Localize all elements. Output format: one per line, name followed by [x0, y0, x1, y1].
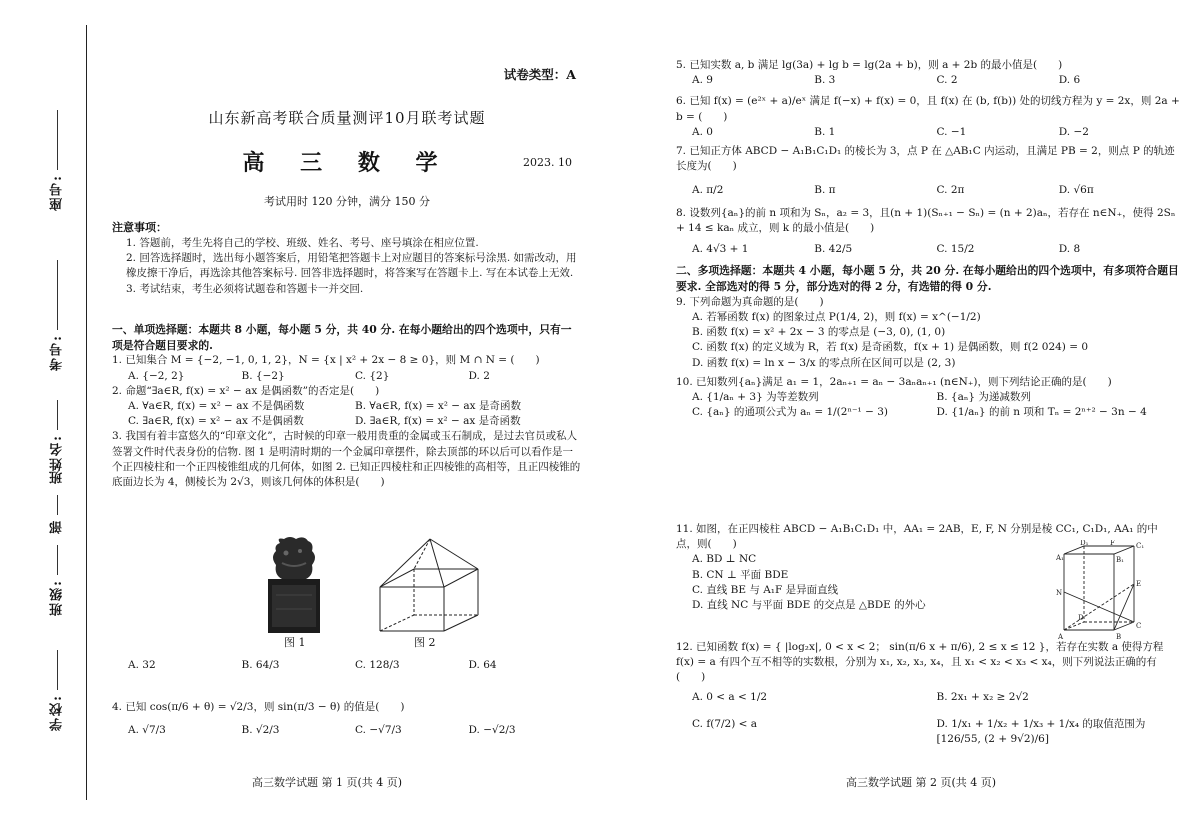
option: C. ∃a∈R, f(x) = x² − ax 不是偶函数 — [128, 415, 304, 428]
question-3: 3. 我国有着丰富悠久的“印章文化”，古时候的印章一般用贵重的金属或玉石制成，是过去官员或私人签署文件时代表身份的信物. 图 1 是明清时期的一个金属印章摆件，除去顶部的环以后可以看作是一个正四棱柱和一个正四棱锥组成的几何体，如图 2. 已知正四棱柱和正四棱锥的高相等，且正四棱锥的底面边长为 4，侧棱长为 2√3，则该几何体的体积是( ) — [112, 430, 581, 489]
figure-2-caption: 图 2 — [414, 636, 436, 649]
svg-text:A: A — [1058, 633, 1064, 640]
class-char-field — [48, 465, 67, 484]
subject-title: 高 三 数 学 — [242, 150, 452, 176]
note-item: 1. 答题前，考生先将自己的学校、班级、姓名、考号、座号填涂在相应位置. — [126, 236, 479, 249]
svg-text:A₁: A₁ — [1056, 554, 1064, 562]
option: B. √2/3 — [241, 724, 280, 737]
section-1 — [112, 322, 582, 490]
question-10: 10. 已知数列{aₙ}满足 a₁ = 1，2aₙ₊₁ = aₙ − 3aₙaₙ₊₁ (n∈N₊)，则下列结论正确的是( ) — [676, 375, 1112, 388]
option: A. {1/aₙ + 3} 为等差数列 — [692, 391, 819, 403]
option: B. 函数 f(x) = x² + 2x − 3 的零点是 (−3, 0), (1, 0) — [692, 326, 946, 339]
option: A. 9 — [692, 74, 713, 87]
question-6-options — [676, 125, 1181, 140]
figure-1-caption: 图 1 — [284, 636, 306, 649]
question-5-options — [676, 73, 1181, 88]
option: A. 32 — [128, 659, 156, 671]
option: C. 128/3 — [355, 659, 400, 671]
option: A. 若幂函数 f(x) 的图象过点 P(1/4, 2)，则 f(x) = x^(−1/2) — [692, 310, 981, 323]
question-10-options — [676, 390, 1181, 420]
option: B. 3 — [814, 74, 836, 87]
name-field — [48, 400, 67, 471]
question-3-figures — [262, 535, 582, 650]
question-12-block — [676, 640, 1181, 747]
option: D. {1/aₙ} 的前 n 项和 Tₙ = 2ⁿ⁺² − 3n − 4 — [936, 406, 1147, 419]
question-3-options — [112, 658, 582, 673]
svg-text:D: D — [1078, 614, 1084, 622]
question-4-block — [112, 700, 582, 738]
option: B. ∀a∈R, f(x) = x² − ax 是奇函数 — [355, 399, 521, 412]
school-field — [48, 650, 67, 731]
option: A. ∀a∈R, f(x) = x² − ax 不是偶函数 — [128, 399, 305, 412]
question-1: 1. 已知集合 M = {−2, −1, 0, 1, 2}，N = {x | x² + 2x − 8 ≥ 0}，则 M ∩ N = ( ) — [112, 354, 540, 367]
option: C. {aₙ} 的通项公式为 aₙ = 1/(2ⁿ⁻¹ − 3) — [692, 406, 888, 419]
option: C. 2 — [936, 74, 958, 87]
exam-number-label: 考号: — [50, 334, 65, 371]
option: B. π — [814, 183, 836, 196]
option: A. BD ⊥ NC — [692, 553, 757, 566]
notes-section — [112, 220, 582, 297]
question-8: 8. 设数列{aₙ}的前 n 项和为 Sₙ，a₂ = 3，且(n + 1)(Sₙ₊₁ − Sₙ) = (n + 2)aₙ，若存在 n∈N₊，使得 2Sₙ + 14 ≤ kaₙ 成立，则 k 的最小值是( ) — [676, 206, 1176, 234]
svg-text:C₁: C₁ — [1136, 542, 1145, 550]
seat-number-label: 座号: — [50, 174, 65, 211]
section-2-heading: 二、多项选择题：本题共 4 小题，每小题 5 分，共 20 分. 在每小题给出的四个选项中，有多项符合题目要求. 全部选对的得 5 分，部分选对的得 2 分，有选错的得 0 分. — [676, 264, 1179, 294]
svg-text:B: B — [1116, 633, 1122, 640]
option: C. −1 — [936, 125, 967, 138]
question-12-options-ab — [676, 690, 1181, 705]
exam-title: 山东新高考联合质量测评10月联考试题 — [208, 109, 486, 127]
question-6: 6. 已知 f(x) = (e²ˣ + a)/eˣ 满足 f(−x) + f(x) = 0，且 f(x) 在 (b, f(b)) 处的切线方程为 y = 2x，则 2a + b = ( ) — [676, 95, 1180, 123]
option: D. 2 — [468, 369, 490, 382]
exam-date: 2023. 10 — [523, 156, 572, 169]
svg-text:C: C — [1136, 622, 1142, 630]
option: B. CN ⊥ 平面 BDE — [692, 568, 789, 581]
option: B. {aₙ} 为递减数列 — [936, 391, 1031, 403]
question-7-options — [676, 183, 1181, 198]
time-note: 考试用时 120 分钟，满分 150 分 — [264, 195, 430, 208]
question-3-answers — [112, 658, 582, 673]
option: C. f(7/2) < a — [692, 717, 758, 730]
svg-text:B₁: B₁ — [1116, 556, 1124, 564]
option: A. √7/3 — [128, 724, 166, 737]
page-2-footer: 高三数学试题 第 2 页(共 4 页) — [846, 776, 997, 789]
question-8-options — [676, 242, 1181, 257]
question-2-options — [112, 399, 582, 429]
note-item: 2. 回答选择题时，选出每小题答案后，用铅笔把答题卡上对应题目的答案标号涂黑. 如需改动，用橡皮擦干净后，再选涂其他答案标号. 回答非选择题时，将答案写在答题卡上. 写在本试卷上无效. — [126, 252, 577, 280]
option: C. 2π — [936, 183, 965, 196]
svg-text:N: N — [1056, 589, 1063, 597]
question-1-options — [112, 369, 582, 384]
exam-number-field — [48, 260, 67, 371]
option: C. −√7/3 — [355, 724, 402, 737]
option: A. π/2 — [692, 183, 724, 196]
question-7: 7. 已知正方体 ABCD − A₁B₁C₁D₁ 的棱长为 3，点 P 在 △AB₁C 内运动，且满足 PB = 2，则点 P 的轨迹长度为( ) — [676, 145, 1175, 173]
option: A. 0 — [692, 125, 713, 138]
option: B. 42/5 — [814, 243, 853, 256]
question-4: 4. 已知 cos(π/6 + θ) = √2/3，则 sin(π/3 − θ) 的值是( ) — [112, 701, 405, 713]
seal-photo-figure — [262, 535, 326, 635]
question-2: 2. 命题“∃a∈R, f(x) = x² − ax 是偶函数”的否定是( ) — [112, 384, 380, 397]
option: C. {2} — [355, 369, 390, 382]
class-label: 班级: — [50, 579, 65, 616]
question-4-options — [112, 723, 582, 738]
option: D. −2 — [1058, 125, 1089, 138]
notes-title: 注意事项： — [112, 221, 167, 234]
option: D. −√2/3 — [468, 724, 516, 737]
question-12: 12. 已知函数 f(x) = { |log₂x|, 0 < x < 2； sin(π/6 x + π/6), 2 ≤ x ≤ 12 }，若存在实数 a 使得方程 f(x) = a 有四个互不相等的实数根，分别为 x₁, x₂, x₃, x₄，且 x₁ < x₂ < x₃ < x₄，则下列说法正确的有( ) — [676, 641, 1164, 684]
svg-text:F: F — [1110, 540, 1115, 547]
option: D. 直线 NC 与平面 BDE 的交点是 △BDE 的外心 — [692, 599, 926, 612]
option: D. 函数 f(x) = ln x − 3/x 的零点所在区间可以是 (2, 3) — [692, 356, 956, 369]
option: B. {−2} — [241, 369, 285, 382]
school-label: 学校: — [50, 694, 65, 731]
option: D. 8 — [1058, 243, 1081, 256]
questions-5-8 — [676, 58, 1181, 420]
question-9: 9. 下列命题为真命题的是( ) — [676, 295, 824, 308]
page-1-footer: 高三数学试题 第 1 页(共 4 页) — [252, 776, 403, 789]
name-label: 姓名: — [50, 434, 65, 471]
option: D. 1/x₁ + 1/x₂ + 1/x₃ + 1/x₄ 的取值范围为 [126/55, (2 + 9√2)/6] — [936, 717, 1146, 746]
department-field — [48, 495, 67, 534]
class-field — [48, 545, 67, 616]
binding-line — [86, 25, 87, 800]
option: C. 15/2 — [936, 243, 975, 256]
page-2 — [676, 0, 1181, 835]
option: B. 2x₁ + x₂ ≥ 2√2 — [936, 690, 1029, 703]
exam-type: 试卷类型：A — [503, 67, 576, 82]
note-item: 3. 考试结束，考生必须将试题卷和答题卡一并交回. — [126, 282, 364, 295]
option: D. ∃a∈R, f(x) = x² − ax 是奇函数 — [355, 415, 521, 428]
option: B. 1 — [814, 125, 836, 138]
prism-figure — [1056, 540, 1151, 640]
department-label: 部 — [50, 519, 65, 534]
section-1-heading: 一、单项选择题：本题共 8 小题，每小题 5 分，共 40 分. 在每小题给出的四个选项中，只有一项是符合题目要求的. — [112, 323, 572, 352]
page-1 — [112, 0, 582, 835]
question-11: 11. 如图，在正四棱柱 ABCD − A₁B₁C₁D₁ 中，AA₁ = 2AB，E, F, N 分别是棱 CC₁, C₁D₁, AA₁ 的中点，则( ) — [676, 523, 1158, 551]
question-5: 5. 已知实数 a, b 满足 lg(3a) + lg b = lg(2a + b)，则 a + 2b 的最小值是( ) — [676, 59, 1063, 71]
option: A. 0 < a < 1/2 — [692, 690, 768, 703]
binding-margin — [0, 0, 90, 835]
class-char-label: 班 — [50, 469, 65, 484]
option: D. √6π — [1058, 183, 1094, 196]
svg-text:E: E — [1136, 580, 1142, 588]
option: C. 直线 BE 与 A₁F 是异面直线 — [692, 583, 839, 596]
question-12-options-cd — [676, 717, 1181, 747]
option: A. 4√3 + 1 — [692, 243, 749, 256]
question-11-block — [676, 522, 1158, 613]
svg-text:D₁: D₁ — [1080, 540, 1089, 547]
option: D. 6 — [1058, 74, 1081, 87]
seat-number-field — [48, 110, 67, 211]
option: A. {−2, 2} — [128, 369, 185, 382]
option: D. 64 — [468, 659, 497, 671]
option: C. 函数 f(x) 的定义域为 R，若 f(x) 是奇函数，f(x + 1) 是偶函数，则 f(2 024) = 0 — [692, 341, 1089, 354]
option: B. 64/3 — [241, 659, 280, 671]
geometry-figure — [374, 535, 484, 635]
